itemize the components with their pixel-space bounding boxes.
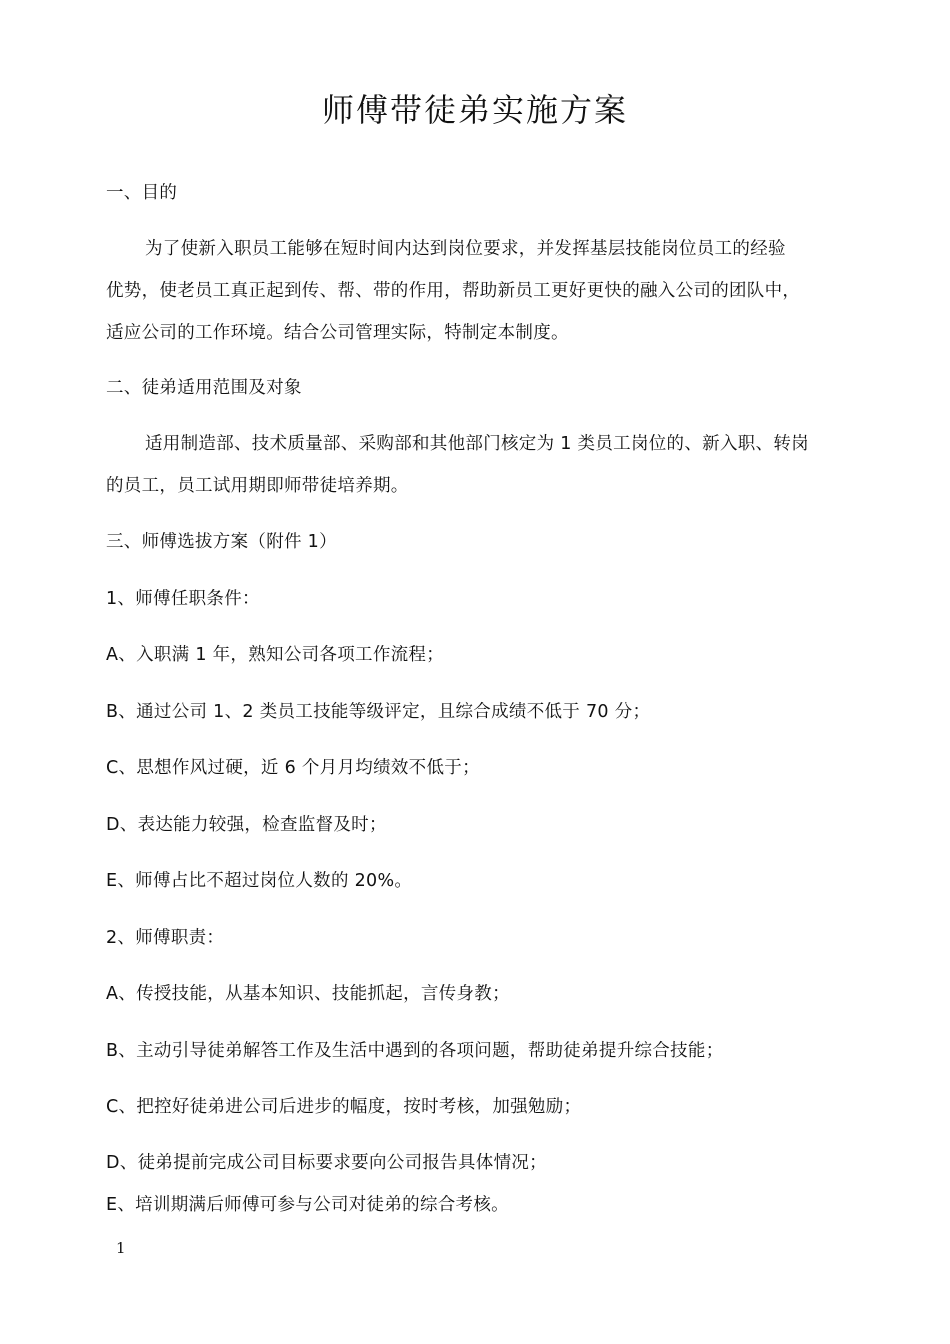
paragraph-line: 适应公司的工作环境。结合公司管理实际，特制定本制度。 xyxy=(106,323,569,343)
list-item: D、表达能力较强，检查监督及时； xyxy=(106,815,387,835)
list-item: A、入职满 1 年，熟知公司各项工作流程； xyxy=(106,645,445,665)
subheading-duties: 2、师傅职责： xyxy=(106,928,225,948)
section-heading-selection: 三、师傅选拔方案（附件 1） xyxy=(106,532,337,552)
page-number: 1 xyxy=(116,1239,126,1257)
list-item: C、思想作风过硬，近 6 个月月均绩效不低于； xyxy=(106,758,480,778)
list-item: E、培训期满后师傅可参与公司对徒弟的综合考核。 xyxy=(106,1195,509,1215)
paragraph-line: 适用制造部、技术质量部、采购部和其他部门核定为 1 类员工岗位的、新入职、转岗 xyxy=(145,434,809,454)
paragraph-line: 为了使新入职员工能够在短时间内达到岗位要求，并发挥基层技能岗位员工的经验 xyxy=(145,239,786,259)
paragraph-line: 的员工，员工试用期即师带徒培养期。 xyxy=(106,476,409,496)
list-item: B、通过公司 1、2 类员工技能等级评定，且综合成绩不低于 70 分； xyxy=(106,702,651,722)
document-title: 师傅带徒弟实施方案 xyxy=(321,91,628,129)
list-item: A、传授技能，从基本知识、技能抓起，言传身教； xyxy=(106,984,510,1004)
list-item: D、徒弟提前完成公司目标要求要向公司报告具体情况； xyxy=(106,1153,547,1173)
paragraph-line: 优势，使老员工真正起到传、帮、带的作用，帮助新员工更好更快的融入公司的团队中， xyxy=(106,281,801,301)
list-item: C、把控好徒弟进公司后进步的幅度，按时考核，加强勉励； xyxy=(106,1097,582,1117)
section-heading-purpose: 一、目的 xyxy=(106,183,178,203)
list-item: E、师傅占比不超过岗位人数的 20%。 xyxy=(106,871,413,891)
list-item: B、主动引导徒弟解答工作及生活中遇到的各项问题，帮助徒弟提升综合技能； xyxy=(106,1041,724,1061)
section-heading-scope: 二、徒弟适用范围及对象 xyxy=(106,378,302,398)
subheading-qualifications: 1、师傅任职条件： xyxy=(106,589,260,609)
